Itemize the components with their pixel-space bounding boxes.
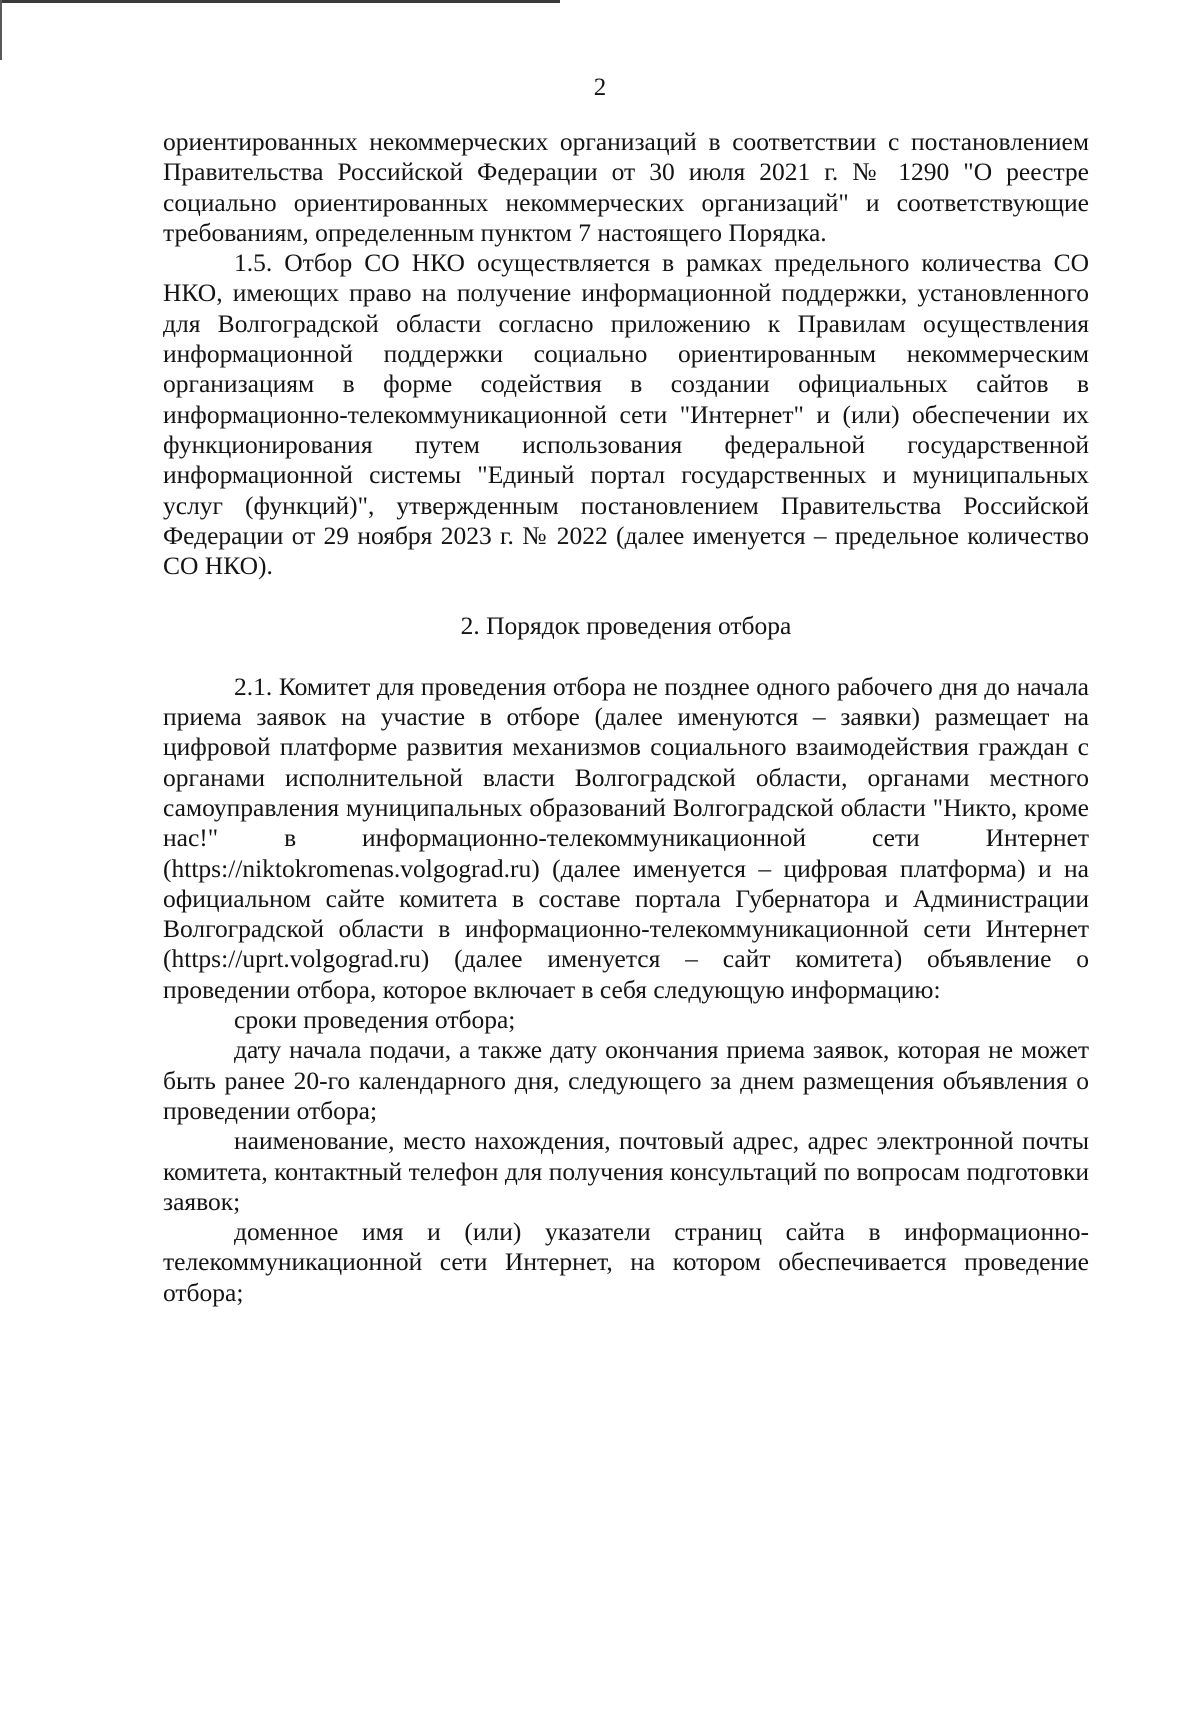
list-item-contacts: наименование, место нахождения, почтовый адрес, адрес электронной почты комитета, контактный телефон для получения консультаций по вопросам подготовки заявок; <box>163 1126 1089 1216</box>
paragraph-1-5: 1.5. Отбор СО НКО осуществляется в рамках предельного количества СО НКО, имеющих право на получение информационной поддержки, установленного для Волгоградской области согласно приложению к Правилам осуществления информационной поддержки социально ориентированным некоммерческим организациям в форме содействия в создании официальных сайтов в информационно-телекоммуникационной сети "Интернет" и (или) обеспечении их функционирования путем использования федеральной государственной информационной системы "Единый портал государственных и муниципальных услуг (функций)", утвержденным постановлением Правительства Российской Федерации от 29 ноября 2023 г. № 2022 (далее именуется – предельное количество СО НКО). <box>163 248 1089 581</box>
list-item-terms: сроки проведения отбора; <box>234 1005 516 1035</box>
section-heading: 2. Порядок проведения отбора <box>460 611 792 641</box>
paragraph-continuation: ориентированных некоммерческих организаций в соответствии с постановлением Правительства Российской Федерации от 30 июля 2021 г. № 1290 "О реестре социально ориентированных некоммерческих организаций" и соответствующие требованиям, определенным пунктом 7 настоящего Порядка. <box>163 127 1089 247</box>
document-body <box>163 127 1089 1308</box>
page-number: 2 <box>593 74 607 101</box>
scan-edge-top <box>0 0 560 3</box>
list-item-dates: дату начала подачи, а также дату окончания приема заявок, которая не может быть ранее 20-го календарного дня, следующего за днем размещения объявления о проведении отбора; <box>163 1035 1089 1125</box>
list-item-domain: доменное имя и (или) указатели страниц сайта в информационно-телекоммуникационной сети Интернет, на котором обеспечивается проведение отбора; <box>163 1217 1089 1307</box>
scan-edge-left <box>0 0 2 60</box>
paragraph-2-1: 2.1. Комитет для проведения отбора не позднее одного рабочего дня до начала приема заявок на участие в отборе (далее именуются – заявки) размещает на цифровой платформе развития механизмов социального взаимодействия граждан с органами исполнительной власти Волгоградской области, органами местного самоуправления муниципальных образований Волгоградской области "Никто, кроме нас!" в информационно-телекоммуникационной сети Интернет (https://niktokromenas.volgograd.ru) (далее именуется – цифровая платформа) и на официальном сайте комитета в составе портала Губернатора и Администрации Волгоградской области в информационно-телекоммуникационной сети Интернет (https://uprt.volgograd.ru) (далее именуется – сайт комитета) объявление о проведении отбора, которое включает в себя следующую информацию: <box>163 671 1089 1004</box>
